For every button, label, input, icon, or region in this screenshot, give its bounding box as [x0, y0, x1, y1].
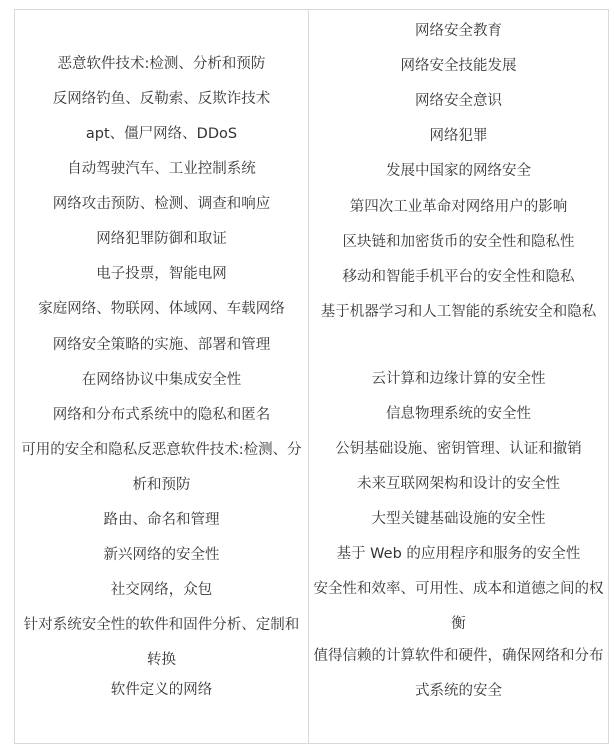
right-column [309, 10, 608, 743]
topics-table [14, 9, 609, 744]
table-cell: 路由、命名和管理 [103, 512, 220, 528]
table-cell: 区块链和加密货币的安全性和隐私性 [342, 234, 575, 250]
table-cell: 未来互联网架构和设计的安全性 [357, 476, 560, 492]
table-cell: 针对系统安全性的软件和固件分析、定制和转换 [23, 617, 300, 668]
table-cell: 信息物理系统的安全性 [386, 406, 531, 422]
table-cell: 网络安全技能发展 [400, 58, 517, 74]
table-cell: 发展中国家的网络安全 [386, 163, 531, 179]
table-cell: 网络犯罪 [429, 128, 488, 144]
table-cell: 第四次工业革命对网络用户的影响 [349, 199, 568, 215]
left-column [15, 10, 309, 743]
table-cell: 移动和智能手机平台的安全性和隐私 [342, 269, 575, 285]
table-cell: 网络安全意识 [415, 93, 502, 109]
table-cell: 网络和分布式系统中的隐私和匿名 [52, 407, 271, 423]
table-cell: 云计算和边缘计算的安全性 [371, 371, 546, 387]
table-cell: 值得信赖的计算软件和硬件，确保网络和分布式系统的安全 [313, 648, 604, 699]
table-cell: 可用的安全和隐私反恶意软件技术:检测、分析和预防 [21, 442, 302, 493]
table-cell: 自动驾驶汽车、工业控制系统 [67, 161, 256, 177]
table-cell: 基于 Web 的应用程序和服务的安全性 [336, 546, 581, 562]
table-cell: 社交网络，众包 [110, 582, 213, 598]
table-cell: 网络安全策略的实施、部署和管理 [52, 337, 271, 353]
table-cell: 公钥基础设施、密钥管理、认证和撤销 [335, 441, 582, 457]
table-cell: 电子投票，智能电网 [96, 266, 227, 282]
table-cell: 在网络协议中集成安全性 [81, 372, 242, 388]
table-cell: 网络犯罪防御和取证 [96, 231, 227, 247]
table-cell: 恶意软件技术:检测、分析和预防 [57, 56, 266, 72]
table-cell: 网络攻击预防、检测、调查和响应 [52, 196, 271, 212]
table-cell: apt、僵尸网络、DDoS [85, 126, 238, 142]
table-cell: 网络安全教育 [415, 23, 502, 39]
table-cell: 新兴网络的安全性 [103, 547, 220, 563]
table-cell: 反网络钓鱼、反勒索、反欺诈技术 [52, 91, 271, 107]
table-cell: 软件定义的网络 [110, 682, 213, 698]
table-cell: 大型关键基础设施的安全性 [371, 511, 546, 527]
table-cell: 基于机器学习和人工智能的系统安全和隐私 [320, 304, 597, 320]
table-cell: 家庭网络、物联网、体域网、车载网络 [38, 301, 285, 317]
table-cell: 安全性和效率、可用性、成本和道德之间的权衡 [313, 581, 604, 632]
